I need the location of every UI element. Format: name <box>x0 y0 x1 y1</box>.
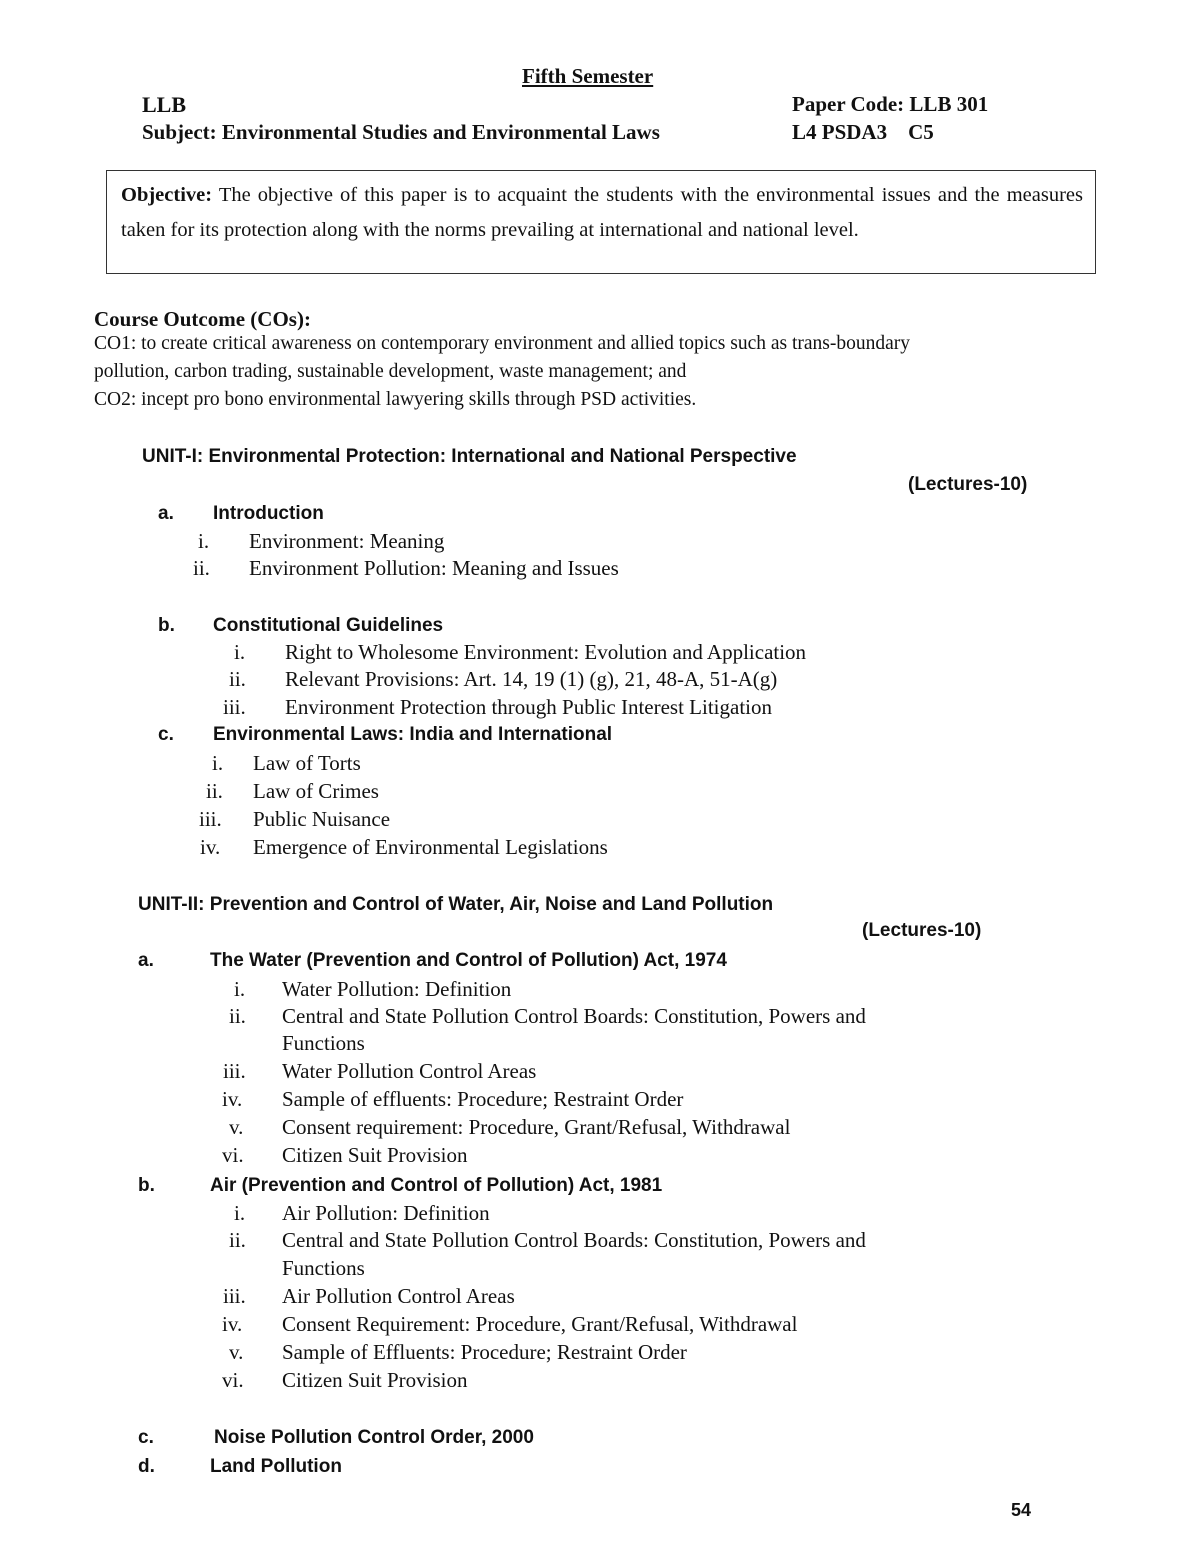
unit2-b-title: Air (Prevention and Control of Pollution) Act, 1981 <box>210 1175 663 1196</box>
list-item: Water Pollution: Definition <box>282 977 512 1001</box>
list-num: iii. <box>223 695 246 719</box>
co2-line: CO2: incept pro bono environmental lawyering skills through PSD activities. <box>94 389 697 410</box>
list-num: iii. <box>223 1059 246 1083</box>
list-item: Consent requirement: Procedure, Grant/Refusal, Withdrawal <box>282 1115 791 1139</box>
unit2-d-title: Land Pollution <box>210 1456 342 1477</box>
list-num: i. <box>234 977 246 1001</box>
list-item: Environment Pollution: Meaning and Issues <box>249 556 619 580</box>
list-item: Law of Crimes <box>253 779 379 803</box>
list-num: ii. <box>229 1228 246 1252</box>
list-num: vi. <box>222 1368 244 1392</box>
co1-line1: CO1: to create critical awareness on contemporary environment and allied topics such as trans-boundary <box>94 333 911 354</box>
program-label: LLB <box>142 92 187 117</box>
unit1-c-title: Environmental Laws: India and International <box>213 724 613 745</box>
unit2-title: UNIT-II: Prevention and Control of Water, Air, Noise and Land Pollution <box>138 894 774 915</box>
list-num: v. <box>229 1115 244 1139</box>
list-item: Air Pollution Control Areas <box>282 1284 515 1308</box>
course-codes: L4 PSDA3 C5 <box>792 120 934 144</box>
list-item-continuation: Functions <box>282 1256 365 1280</box>
list-item: Right to Wholesome Environment: Evolution and Application <box>285 640 807 664</box>
list-item: Public Nuisance <box>253 807 391 831</box>
list-num: iv. <box>222 1087 243 1111</box>
list-item: Law of Torts <box>253 751 361 775</box>
unit2-lectures: (Lectures-10) <box>862 920 982 941</box>
list-item: Environment: Meaning <box>249 529 445 553</box>
list-num: ii. <box>229 1004 246 1028</box>
list-num: v. <box>229 1340 244 1364</box>
list-num: i. <box>212 751 224 775</box>
co1-line2: pollution, carbon trading, sustainable development, waste management; and <box>94 361 687 382</box>
objective-body: The objective of this paper is to acquaint the students with the environmental issues and the measures taken for its protection along with the norms prevailing at international and national level. <box>121 184 1083 241</box>
list-num: iii. <box>199 807 222 831</box>
list-num: iii. <box>223 1284 246 1308</box>
list-num: i. <box>234 1201 246 1225</box>
page-number: 54 <box>1011 1500 1032 1520</box>
paper-code: Paper Code: LLB 301 <box>792 92 989 116</box>
unit1-a-letter: a. <box>158 503 174 524</box>
list-item: Sample of effluents: Procedure; Restraint Order <box>282 1087 684 1111</box>
unit1-title: UNIT-I: Environmental Protection: International and National Perspective <box>142 446 797 467</box>
list-num: ii. <box>193 556 210 580</box>
list-item: Consent Requirement: Procedure, Grant/Refusal, Withdrawal <box>282 1312 798 1336</box>
unit2-d-letter: d. <box>138 1456 155 1477</box>
unit2-c-letter: c. <box>138 1427 154 1448</box>
list-num: i. <box>198 529 210 553</box>
unit1-lectures: (Lectures-10) <box>908 474 1028 495</box>
list-num: i. <box>234 640 246 664</box>
list-item: Central and State Pollution Control Boards: Constitution, Powers and <box>282 1228 866 1252</box>
unit2-a-title: The Water (Prevention and Control of Pollution) Act, 1974 <box>210 950 727 971</box>
list-item: Citizen Suit Provision <box>282 1368 468 1392</box>
list-item: Relevant Provisions: Art. 14, 19 (1) (g), 21, 48-A, 51-A(g) <box>285 667 778 691</box>
objective-label: Objective: <box>121 184 213 206</box>
unit2-a-letter: a. <box>138 950 154 971</box>
course-outcome-heading: Course Outcome (COs): <box>94 307 311 331</box>
list-item: Emergence of Environmental Legislations <box>253 835 608 859</box>
unit2-c-title: Noise Pollution Control Order, 2000 <box>214 1427 534 1448</box>
subject-title: Subject: Environmental Studies and Environmental Laws <box>142 120 660 144</box>
list-item: Environment Protection through Public Interest Litigation <box>285 695 772 719</box>
list-num: iv. <box>200 835 221 859</box>
unit1-b-title: Constitutional Guidelines <box>213 615 444 636</box>
list-num: ii. <box>229 667 246 691</box>
list-item: Citizen Suit Provision <box>282 1143 468 1167</box>
unit1-b-letter: b. <box>158 615 175 636</box>
list-item-continuation: Functions <box>282 1031 365 1055</box>
unit2-b-letter: b. <box>138 1175 155 1196</box>
unit1-c-letter: c. <box>158 724 174 745</box>
list-num: iv. <box>222 1312 243 1336</box>
list-item: Sample of Effluents: Procedure; Restraint Order <box>282 1340 687 1364</box>
list-num: vi. <box>222 1143 244 1167</box>
list-item: Central and State Pollution Control Boards: Constitution, Powers and <box>282 1004 866 1028</box>
objective-text <box>121 178 1083 248</box>
list-item: Air Pollution: Definition <box>282 1201 490 1225</box>
list-item: Water Pollution Control Areas <box>282 1059 537 1083</box>
list-num: ii. <box>206 779 223 803</box>
unit1-a-title: Introduction <box>213 503 324 524</box>
semester-heading: Fifth Semester <box>522 64 654 88</box>
